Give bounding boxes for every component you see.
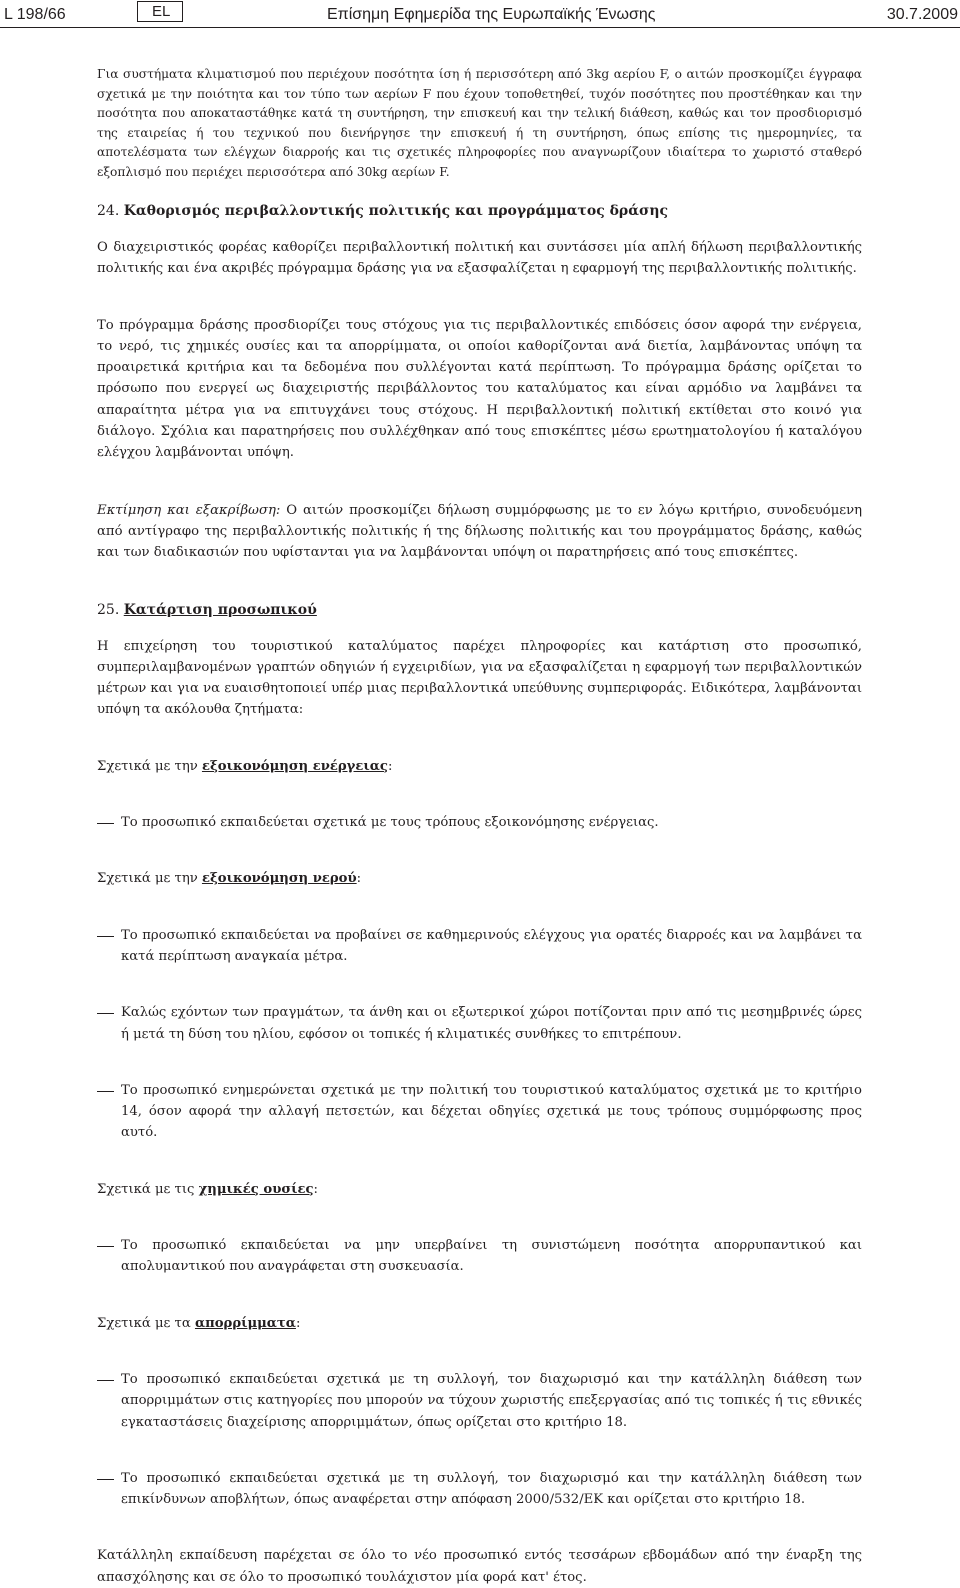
- topic-prefix: Σχετικά με την: [97, 758, 202, 774]
- section-25-number: 25.: [97, 601, 120, 618]
- section-25-heading: [97, 600, 862, 621]
- list-item: Το προσωπικό εκπαιδεύεται να μην υπερβαίνει τη συνιστώμενη ποσότητα απορρυπαντικού και απολυμαντικού που αναγράφεται στη συσκευασία.: [97, 1235, 862, 1278]
- closing-paragraph: Κατάλληλη εκπαίδευση παρέχεται σε όλο το νέο προσωπικό εντός τεσσάρων εβδομάδων από την έναρξη της απασχόλησης και σε όλο το προσωπικό τουλάχιστον μία φορά κατ' έτος.: [97, 1548, 862, 1585]
- list-item: Το προσωπικό εκπαιδεύεται να προβαίνει σε καθημερινούς ελέγχους για ορατές διαρροές και να λαμβάνει τα κατά περίπτωση αναγκαία μέτρα.: [97, 925, 862, 968]
- topic-name: απορρίμματα: [194, 1315, 296, 1331]
- topic-name: χημικές ουσίες: [198, 1181, 314, 1197]
- publication-date: 30.7.2009: [886, 6, 958, 23]
- assessment-label: Εκτίμηση και εξακρίβωση:: [97, 502, 281, 518]
- topic-name: εξοικονόμηση ενέργειας: [201, 758, 388, 774]
- page-header: [0, 0, 960, 28]
- intro-paragraph: Για συστήματα κλιματισμού που περιέχουν ποσότητα ίση ή περισσότερη από 3kg αερίου F, ο αιτών προσκομίζει έγγραφα σχετικά με την ποιότητα και τον τύπο των αερίων F που έχουν τοποθετηθεί, τυχόν ποσότητες που προστέθηκαν και την ποσότητα που αποκαταστάθηκε κατά τη συντήρηση, την επισκευή και την τελική διάθεση, καθώς και τον προσδιορισμό της εταιρείας ή του τεχνικού που διενήργησε την επισκευή ή τη συντήρηση, όπως επίσης τις ημερομηνίες, τα αποτελέσματα των ελέγχων διαρροής και τις σχετικές πληροφορίες που αναγνωρίζουν ιδιαίτερα το χωριστό σταθερό εξοπλισμό που περιέχει περισσότερα από 30kg αερίων F.: [97, 67, 862, 179]
- issue-number: L 198/66: [4, 6, 66, 23]
- topic-line-chemicals: [97, 1179, 862, 1200]
- header-divider: [0, 27, 960, 28]
- language-code-box: EL: [137, 1, 183, 22]
- topic-suffix: :: [313, 1181, 318, 1197]
- list-item: Το προσωπικό εκπαιδεύεται σχετικά με τη συλλογή, τον διαχωρισμό και την κατάλληλη διάθεση των απορριμμάτων στις κατηγορίες που μπορούν να τύχουν χωριστής επεξεργασίας από τις τοπικές ή τις εθνικές εγκαταστάσεις διαχείρισης απορριμμάτων, όπως ορίζεται στο κριτήριο 18.: [97, 1369, 862, 1433]
- list-item: Το προσωπικό ενημερώνεται σχετικά με την πολιτική του τουριστικού καταλύματος σχετικά με το κριτήριο 14, όσον αφορά την αλλαγή πετσετών, και δέχεται οδηγίες σχετικά με τους τρόπους συμμόρφωσης προς αυτό.: [97, 1080, 862, 1144]
- list-item: Το προσωπικό εκπαιδεύεται σχετικά με τους τρόπους εξοικονόμησης ενέργειας.: [97, 812, 862, 833]
- journal-title: Επίσημη Εφημερίδα της Ευρωπαϊκής Ένωσης: [327, 6, 656, 23]
- section-25-paragraph: Η επιχείρηση του τουριστικού καταλύματος παρέχει πληροφορίες και κατάρτιση στο προσωπικό, συμπεριλαμβανομένων γραπτών οδηγιών ή εγχειριδίων, για να εξασφαλίζεται η εφαρμογή των περιβαλλοντικών μέτρων και για να ευαισθητοποιεί υπέρ μιας περιβαλλοντικά υπεύθυνης συμπεριφοράς. Ειδικότερα, λαμβάνονται υπόψη τα ακόλουθα ζητήματα:: [97, 638, 862, 718]
- section-24-assessment: [97, 500, 862, 564]
- section-24-paragraph-2: Το πρόγραμμα δράσης προσδιορίζει τους στόχους για τις περιβαλλοντικές επιδόσεις όσον αφορά την ενέργεια, το νερό, τις χημικές ουσίες και τα απορρίμματα, οι οποίοι καθορίζονται ανά διετία, λαμβάνοντας υπόψη τα προαιρετικά κριτήρια και τα δεδομένα που συλλέγονται κατά περίπτωση. Το πρόγραμμα δράσης ορίζεται το πρόσωπο που ενεργεί ως διαχειριστής περιβάλλοντος του καταλύματος και είναι αρμόδιο να λαμβάνει τα απαραίτητα μέτρα για να επιτυγχάνει τους στόχους. Η περιβαλλοντική πολιτική εκτίθεται στο κοινό για διάλογο. Σχόλια και παρατηρήσεις που συλλέχθηκαν από τους επισκέπτες μέσω ερωτηματολογίου ή καταλόγου ελέγχου λαμβάνονται υπόψη.: [97, 317, 862, 461]
- topic-suffix: :: [295, 1315, 301, 1331]
- list-item: Καλώς εχόντων των πραγμάτων, τα άνθη και οι εξωτερικοί χώροι ποτίζονται πριν από τις μεσημβρινές ώρες ή μετά τη δύση του ηλίου, εφόσον οι τοπικές ή κλιματικές συνθήκες το επιτρέπουν.: [97, 1002, 862, 1045]
- document-body: [97, 65, 862, 1588]
- topic-prefix: Σχετικά με την: [97, 871, 202, 887]
- topic-suffix: :: [356, 871, 362, 887]
- section-24-heading: [97, 201, 862, 222]
- topic-line-waste: [97, 1313, 862, 1334]
- section-24-paragraph-1: Ο διαχειριστικός φορέας καθορίζει περιβαλλοντική πολιτική και συντάσσει μία απλή δήλωση περιβαλλοντικής πολιτικής και ένα ακριβές πρόγραμμα δράσης για να εξασφαλίζεται η εφαρμογή της περιβαλλοντικής πολιτικής.: [97, 240, 862, 277]
- section-24-number: 24.: [97, 203, 120, 219]
- list-item: Το προσωπικό εκπαιδεύεται σχετικά με τη συλλογή, τον διαχωρισμό και την κατάλληλη διάθεση των επικίνδυνων αποβλήτων, όπως αναφέρεται στην απόφαση 2000/532/ΕΚ και ορίζεται στο κριτήριο 18.: [97, 1468, 862, 1511]
- topic-prefix: Σχετικά με τα: [97, 1315, 195, 1331]
- assessment-text: Ο αιτών προσκομίζει δήλωση συμμόρφωσης με το εν λόγω κριτήριο, συνοδευόμενη από αντίγραφο της περιβαλλοντικής πολιτικής ή της δήλωσης πολιτικής και του προγράμματος δράσης, καθώς και των διαδικασιών που υφίστανται για να λαμβάνονται υπόψη οι παρατηρήσεις από τους επισκέπτες.: [97, 502, 863, 561]
- topic-prefix: Σχετικά με τις: [97, 1181, 199, 1197]
- topic-line-water: [97, 868, 862, 889]
- section-24-title: Καθορισμός περιβαλλοντικής πολιτικής και προγράμματος δράσης: [123, 203, 669, 219]
- topic-name: εξοικονόμηση νερού: [201, 871, 357, 887]
- topic-suffix: :: [387, 758, 393, 774]
- topic-line-energy: [97, 756, 862, 777]
- section-25-title: Κατάρτιση προσωπικού: [123, 601, 317, 618]
